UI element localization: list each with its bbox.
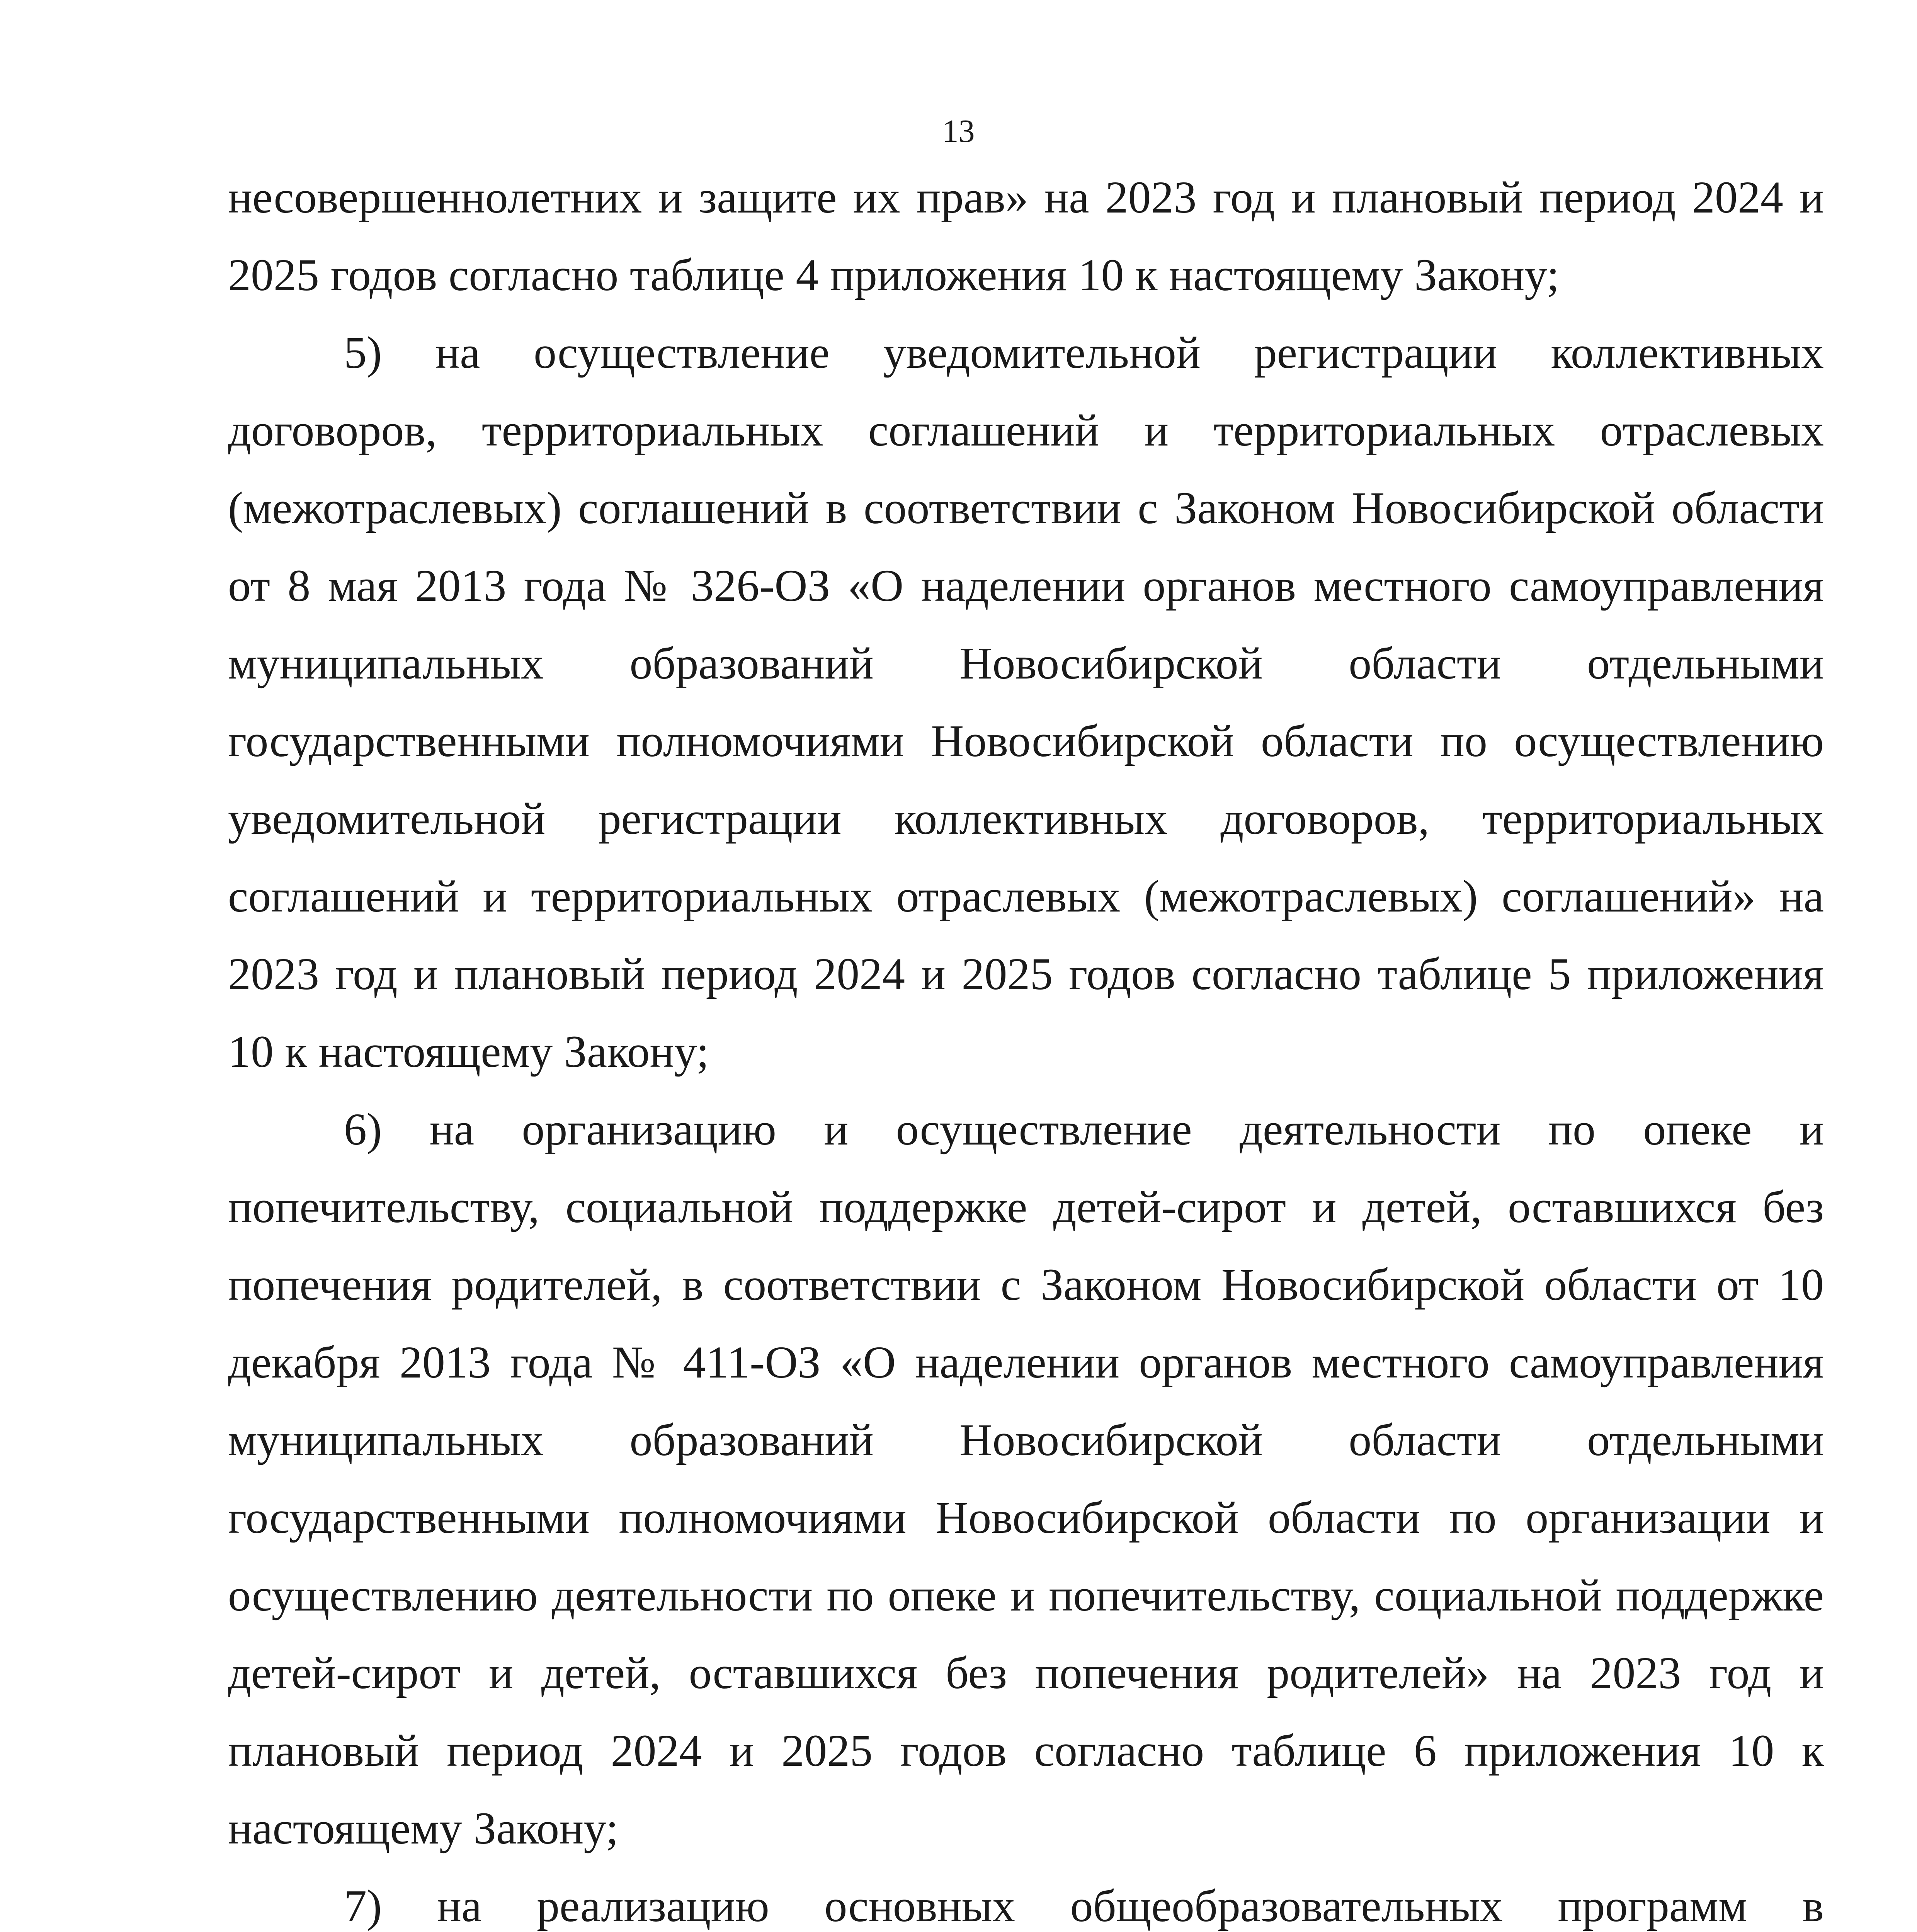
paragraph-item-6: 6) на организацию и осуществление деятельности по опеке и попечительству, социальной поддержке детей-сирот и детей, оставшихся без попечения родителей, в соответствии с Законом Новосибирской области от 10 декабря 2013 года № 411-ОЗ «О наделении органов местного самоуправления муниципальных образований Новосибирской области отдельными государственными полномочиями Новосибирской области по организации и осуществлению деятельности по опеке и попечительству, социальной поддержке детей-сирот и детей, оставшихся без попечения родителей» на 2023 год и плановый период 2024 и 2025 годов согласно таблице 6 приложения 10 к настоящему Закону; <box>228 1104 1824 1854</box>
paragraph-item-7: 7) на реализацию основных общеобразовательных программ в <box>344 1881 1824 1931</box>
document-body <box>228 158 1824 1932</box>
paragraph-item-5: 5) на осуществление уведомительной регистрации коллективных договоров, территориальных соглашений и территориальных отраслевых (межотраслевых) соглашений в соответствии с Законом Новосибирской области от 8 мая 2013 года № 326-ОЗ «О наделении органов местного самоуправления муниципальных образований Новосибирской области отдельными государственными полномочиями Новосибирской области по осуществлению уведомительной регистрации коллективных договоров, территориальных соглашений и территориальных отраслевых (межотраслевых) соглашений» на 2023 год и плановый период 2024 и 2025 годов согласно таблице 5 приложения 10 к настоящему Закону; <box>228 327 1824 1077</box>
page-number: 13 <box>942 113 975 149</box>
paragraph-continuation: несовершеннолетних и защите их прав» на 2023 год и плановый период 2024 и 2025 годов согласно таблице 4 приложения 10 к настоящему Закону; <box>228 172 1824 300</box>
